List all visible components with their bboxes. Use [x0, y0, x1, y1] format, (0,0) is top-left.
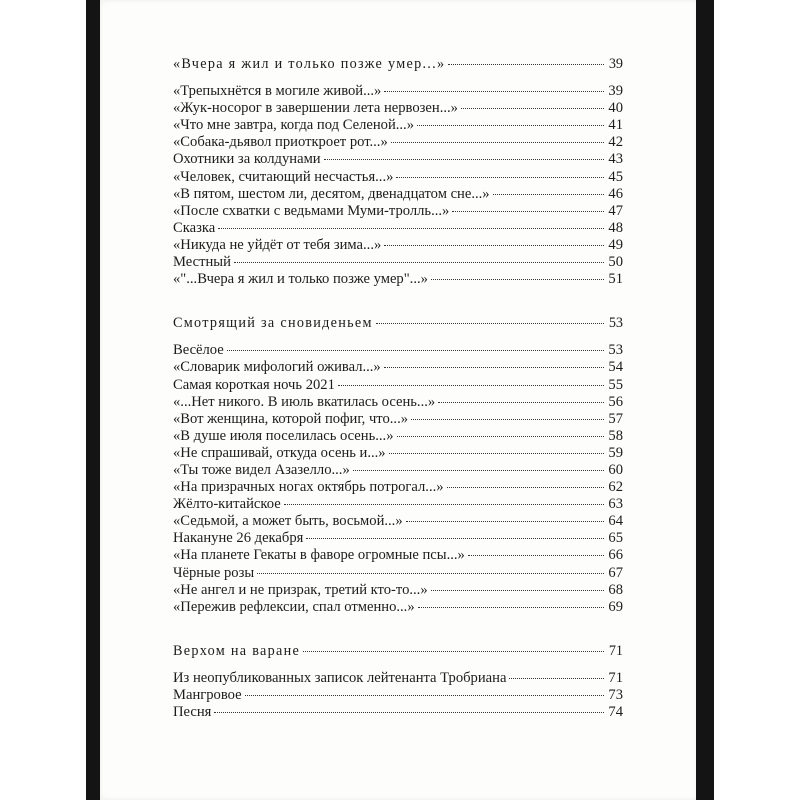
toc-entry — [173, 445, 623, 462]
entry-title: «После схватки с ведьмами Муми-тролль...» — [173, 202, 450, 219]
toc-entry — [173, 151, 623, 168]
entry-page-number: 63 — [608, 496, 623, 513]
toc-entry — [173, 530, 623, 547]
entry-page-number: 50 — [608, 254, 623, 271]
dot-leader — [234, 262, 604, 263]
dot-leader — [218, 228, 604, 229]
toc-entry — [173, 342, 623, 359]
toc-entry — [173, 186, 623, 203]
entry-title: Чёрные розы — [173, 564, 255, 581]
dot-leader — [353, 470, 604, 471]
section-title: Смотрящий за сновиденьем — [173, 315, 373, 332]
toc-entry — [173, 582, 623, 599]
entry-page-number: 53 — [608, 342, 623, 359]
dot-leader — [448, 64, 604, 65]
entry-title: «Вот женщина, которой пофиг, что...» — [173, 410, 409, 427]
entry-page-number: 42 — [608, 134, 623, 151]
entry-page-number: 74 — [608, 704, 623, 721]
section-heading — [173, 643, 623, 660]
section-heading — [173, 56, 623, 73]
entry-page-number: 45 — [608, 168, 623, 185]
dot-leader — [438, 402, 604, 403]
dot-leader — [431, 590, 604, 591]
toc-entry — [173, 547, 623, 564]
entry-title: Из неопубликованных записок лейтенанта Тробриана — [173, 669, 507, 686]
entry-title: Мангровое — [173, 687, 242, 703]
entry-page-number: 48 — [608, 219, 623, 236]
table-of-contents — [173, 56, 623, 721]
toc-entry — [173, 513, 623, 530]
entry-title: Самая короткая ночь 2021 — [173, 376, 335, 393]
entry-page-number: 49 — [608, 236, 623, 253]
dot-leader — [431, 279, 604, 280]
entry-title: «Седьмой, а может быть, восьмой...» — [173, 513, 403, 530]
dot-leader — [324, 159, 604, 160]
dot-leader — [509, 678, 604, 679]
dot-leader — [306, 538, 604, 539]
entry-page-number: 67 — [608, 564, 623, 581]
entry-page-number: 66 — [608, 547, 623, 564]
toc-entry — [173, 565, 623, 582]
entry-page-number: 46 — [608, 185, 623, 202]
entry-page-number: 73 — [608, 687, 623, 703]
toc-entry — [173, 411, 623, 428]
dot-leader — [418, 607, 604, 608]
entry-page-number: 43 — [608, 151, 623, 168]
section-title: «Вчера я жил и только позже умер...» — [173, 56, 446, 72]
entry-page-number: 39 — [608, 83, 623, 100]
entry-page-number: 69 — [608, 598, 623, 615]
dot-leader — [227, 350, 604, 351]
toc-entry — [173, 394, 623, 411]
entry-page-number: 59 — [608, 444, 623, 461]
toc-entry — [173, 670, 623, 687]
toc-section — [173, 315, 623, 616]
dot-leader — [338, 385, 604, 386]
entry-title: «Никуда не уйдёт от тебя зима...» — [173, 236, 382, 253]
toc-section — [173, 643, 623, 721]
toc-entry — [173, 428, 623, 445]
entry-title: «Ты тоже видел Азазелло...» — [173, 461, 350, 478]
entry-title: «Жук-носорог в завершении лета нервозен...» — [173, 100, 458, 117]
entry-title: «В душе июля поселилась осень...» — [173, 427, 394, 444]
entry-page-number: 64 — [608, 513, 623, 530]
toc-entry — [173, 169, 623, 186]
entry-title: «...Нет никого. В июль вкатилась осень...» — [173, 393, 436, 410]
entry-title: Жёлто-китайское — [173, 496, 281, 513]
dot-leader — [389, 453, 604, 454]
toc-entry — [173, 687, 623, 704]
dot-leader — [376, 323, 604, 324]
entry-page-number: 60 — [608, 461, 623, 478]
dot-leader — [396, 177, 604, 178]
entry-title: «Человек, считающий несчастья...» — [173, 168, 394, 185]
toc-entry — [173, 203, 623, 220]
dot-leader — [384, 367, 604, 368]
entry-title: Весёлое — [173, 342, 224, 359]
toc-entry — [173, 220, 623, 237]
toc-entry — [173, 599, 623, 616]
entry-page-number: 58 — [608, 427, 623, 444]
entry-page-number: 62 — [608, 479, 623, 496]
toc-entry — [173, 359, 623, 376]
dot-leader — [452, 211, 604, 212]
entry-page-number: 71 — [608, 669, 623, 686]
toc-entry — [173, 704, 623, 721]
entry-page-number: 55 — [608, 376, 623, 393]
entry-title: «"...Вчера я жил и только позже умер"...» — [173, 271, 428, 288]
book-edge-shadow-right — [696, 0, 714, 800]
entry-page-number: 54 — [608, 359, 623, 376]
dot-leader — [303, 651, 604, 652]
entry-title: «Собака-дьявол приоткроет рот...» — [173, 134, 388, 151]
dot-leader — [391, 142, 604, 143]
dot-leader — [397, 436, 605, 437]
entry-title: «Пережив рефлексии, спал отменно...» — [173, 598, 415, 615]
entry-title: Накануне 26 декабря — [173, 530, 304, 547]
toc-section — [173, 56, 623, 288]
dot-leader — [384, 245, 604, 246]
toc-entry — [173, 83, 623, 100]
toc-entry — [173, 479, 623, 496]
toc-entry — [173, 117, 623, 134]
entry-title: «Не спрашивай, откуда осень и...» — [173, 444, 386, 461]
dot-leader — [284, 504, 604, 505]
section-page-number: 71 — [608, 642, 623, 659]
toc-entry — [173, 496, 623, 513]
entry-page-number: 40 — [608, 100, 623, 117]
toc-entry — [173, 254, 623, 271]
entry-page-number: 56 — [608, 393, 623, 410]
entry-page-number: 51 — [608, 271, 623, 288]
entry-title: «Словарик мифологий оживал...» — [173, 359, 381, 376]
entry-page-number: 47 — [608, 202, 623, 219]
entry-page-number: 41 — [608, 117, 623, 134]
entry-page-number: 65 — [608, 530, 623, 547]
toc-entry — [173, 377, 623, 394]
dot-leader — [384, 91, 604, 92]
entry-title: Сказка — [173, 219, 216, 236]
dot-leader — [411, 419, 604, 420]
entry-page-number: 57 — [608, 410, 623, 427]
entry-title: «В пятом, шестом ли, десятом, двенадцатом сне...» — [173, 185, 490, 202]
dot-leader — [417, 125, 604, 126]
entry-title: Охотники за колдунами — [173, 151, 321, 168]
entry-title: «Не ангел и не призрак, третий кто-то...» — [173, 581, 428, 598]
entry-title: Песня — [173, 704, 212, 721]
entry-title: «Что мне завтра, когда под Селеной...» — [173, 117, 415, 134]
entry-title: «На призрачных ногах октябрь потрогал...» — [173, 479, 444, 496]
toc-entry — [173, 462, 623, 479]
entry-title: «На планете Гекаты в фаворе огромные псы...» — [173, 547, 465, 564]
dot-leader — [257, 573, 604, 574]
dot-leader — [447, 487, 604, 488]
toc-entry — [173, 271, 623, 288]
section-heading — [173, 315, 623, 332]
dot-leader — [493, 194, 604, 195]
section-title: Верхом на варане — [173, 642, 301, 659]
dot-leader — [214, 712, 604, 713]
entry-page-number: 68 — [608, 581, 623, 598]
toc-entry — [173, 134, 623, 151]
toc-entry — [173, 100, 623, 117]
section-page-number: 53 — [608, 315, 623, 332]
dot-leader — [468, 555, 604, 556]
dot-leader — [245, 695, 604, 696]
entry-title: Местный — [173, 254, 231, 271]
section-page-number: 39 — [608, 56, 623, 72]
dot-leader — [461, 108, 604, 109]
entry-title: «Трепыхнётся в могиле живой...» — [173, 83, 382, 100]
dot-leader — [406, 521, 604, 522]
toc-entry — [173, 237, 623, 254]
